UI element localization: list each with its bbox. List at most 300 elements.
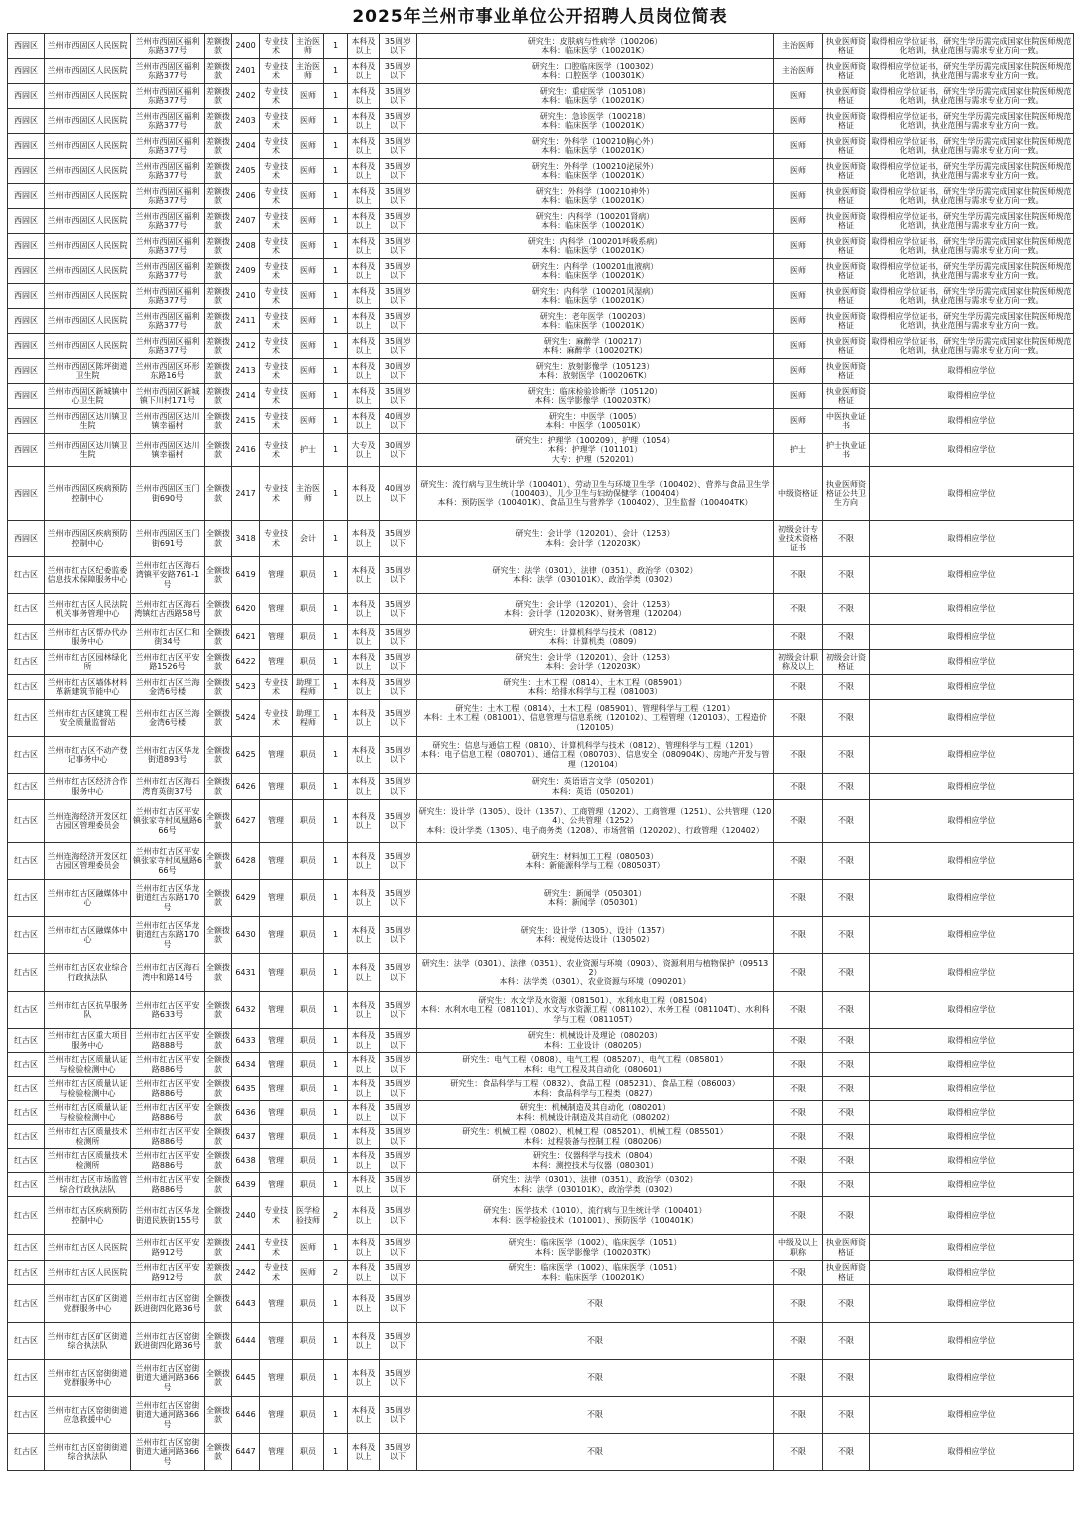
district-cell: 红古区 [8,650,45,675]
age-cell: 35周岁以下 [380,1323,417,1360]
category-cell: 专业技术 [260,159,293,184]
count-cell: 1 [324,737,348,774]
unit-cell: 兰州市西固区达川镇卫生院 [45,409,131,434]
category-cell: 管理 [260,1397,293,1434]
education-cell: 本科及以上 [348,1173,380,1197]
table-row [8,1434,1074,1471]
other-req-cell: 取得相应学位 [870,700,1074,737]
table-row [8,467,1074,521]
count-cell: 1 [324,1149,348,1173]
education-cell: 本科及以上 [348,34,380,59]
post-name-cell: 医师 [293,409,324,434]
category-cell: 专业技术 [260,109,293,134]
age-cell: 35周岁以下 [380,34,417,59]
address-cell: 兰州市红古区窑街跃进街四化路36号 [131,1323,205,1360]
unit-cell: 兰州市西固区人民医院 [45,334,131,359]
age-cell: 35周岁以下 [380,675,417,700]
education-cell: 本科及以上 [348,521,380,557]
qualification-cell: 不限 [823,1173,870,1197]
post-code-cell: 6437 [232,1125,260,1149]
category-cell: 管理 [260,800,293,843]
table-row [8,1029,1074,1053]
qualification-cell: 执业医师资格证 [823,259,870,284]
education-cell: 本科及以上 [348,1125,380,1149]
district-cell: 西固区 [8,184,45,209]
education-cell: 本科及以上 [348,284,380,309]
title-req-cell: 医师 [774,159,823,184]
other-req-cell: 取得相应学位 [870,1173,1074,1197]
post-code-cell: 2415 [232,409,260,434]
address-cell: 兰州市红古区海石湾镇平安路761-1号 [131,557,205,594]
post-code-cell: 6431 [232,954,260,992]
major-cell: 研究生：流行病与卫生统计学（100401）、劳动卫生与环境卫生学（100402）、营养与食品卫生学（100403）、儿少卫生与妇幼保健学（100404） 本科：预防医学（100401K）、食品卫生与营养学（100402）、卫生监督（100404TK） [417,467,774,521]
post-name-cell: 助理工程师 [293,675,324,700]
age-cell: 35周岁以下 [380,1077,417,1101]
address-cell: 兰州市红古区海石湾育英街37号 [131,774,205,800]
district-cell: 西固区 [8,134,45,159]
age-cell: 35周岁以下 [380,1360,417,1397]
count-cell: 1 [324,1434,348,1471]
other-req-cell: 取得相应学位 [870,557,1074,594]
count-cell: 1 [324,1360,348,1397]
qualification-cell: 不限 [823,1077,870,1101]
table-row [8,59,1074,84]
table-row [8,557,1074,594]
qualification-cell: 中医执业证书 [823,409,870,434]
table-row [8,259,1074,284]
address-cell: 兰州市红古区平安路888号 [131,1029,205,1053]
page-title: 2025年兰州市事业单位公开招聘人员岗位简表 [352,7,728,27]
address-cell: 兰州市红古区平安路886号 [131,1101,205,1125]
title-req-cell: 不限 [774,1360,823,1397]
other-req-cell: 取得相应学位证书，研究生学历需完成国家住院医师规范化培训，执业范围与需求专业方向一致。 [870,134,1074,159]
post-name-cell: 职员 [293,1149,324,1173]
category-cell: 管理 [260,917,293,954]
district-cell: 西固区 [8,159,45,184]
title-req-cell: 不限 [774,1029,823,1053]
funding-cell: 全额拨款 [205,1029,232,1053]
post-code-cell: 2400 [232,34,260,59]
post-name-cell: 职员 [293,1053,324,1077]
district-cell: 红古区 [8,700,45,737]
table-row [8,309,1074,334]
post-code-cell: 6447 [232,1434,260,1471]
post-code-cell: 2412 [232,334,260,359]
address-cell: 兰州市西固区福利东路377号 [131,334,205,359]
table-row [8,992,1074,1029]
count-cell: 1 [324,800,348,843]
category-cell: 管理 [260,1434,293,1471]
count-cell: 1 [324,59,348,84]
title-req-cell: 不限 [774,1197,823,1235]
post-name-cell: 医师 [293,1261,324,1285]
other-req-cell: 取得相应学位 [870,1149,1074,1173]
education-cell: 大专及以上 [348,434,380,467]
count-cell: 1 [324,594,348,625]
major-cell: 研究生：皮肤病与性病学（100206） 本科：临床医学（100201K） [417,34,774,59]
count-cell: 1 [324,917,348,954]
funding-cell: 差额拨款 [205,34,232,59]
count-cell: 1 [324,467,348,521]
address-cell: 兰州市西固区福利东路377号 [131,34,205,59]
qualification-cell: 不限 [823,675,870,700]
post-name-cell: 职员 [293,774,324,800]
address-cell: 兰州市红古区平安路886号 [131,1077,205,1101]
post-code-cell: 5423 [232,675,260,700]
funding-cell: 全额拨款 [205,409,232,434]
unit-cell: 兰州市红古区质量认证与检验检测中心 [45,1077,131,1101]
post-name-cell: 主治医师 [293,59,324,84]
major-cell: 研究生：医学技术（1010）、流行病与卫生统计学（100401） 本科：医学检验技术（101001）、预防医学（100401K） [417,1197,774,1235]
title-req-cell: 不限 [774,1323,823,1360]
category-cell: 管理 [260,1360,293,1397]
count-cell: 1 [324,954,348,992]
age-cell: 35周岁以下 [380,1235,417,1261]
funding-cell: 全额拨款 [205,800,232,843]
post-name-cell: 职员 [293,880,324,917]
qualification-cell: 不限 [823,700,870,737]
post-name-cell: 职员 [293,1285,324,1323]
age-cell: 35周岁以下 [380,557,417,594]
other-req-cell: 取得相应学位证书，研究生学历需完成国家住院医师规范化培训，执业范围与需求专业方向一致。 [870,234,1074,259]
district-cell: 红古区 [8,1101,45,1125]
qualification-cell: 执业医师资格证 [823,134,870,159]
qualification-cell: 不限 [823,880,870,917]
age-cell: 35周岁以下 [380,309,417,334]
post-code-cell: 6419 [232,557,260,594]
qualification-cell: 不限 [823,992,870,1029]
table-row [8,1077,1074,1101]
funding-cell: 差额拨款 [205,109,232,134]
post-code-cell: 6427 [232,800,260,843]
education-cell: 本科及以上 [348,259,380,284]
funding-cell: 差额拨款 [205,59,232,84]
age-cell: 35周岁以下 [380,1397,417,1434]
table-row [8,34,1074,59]
education-cell: 本科及以上 [348,675,380,700]
age-cell: 35周岁以下 [380,625,417,650]
education-cell: 本科及以上 [348,800,380,843]
unit-cell: 兰州市红古区质量认证与检验检测中心 [45,1101,131,1125]
age-cell: 35周岁以下 [380,209,417,234]
category-cell: 管理 [260,1029,293,1053]
age-cell: 35周岁以下 [380,109,417,134]
post-code-cell: 2441 [232,1235,260,1261]
unit-cell: 兰州连海经济开发区红古园区管理委员会 [45,800,131,843]
address-cell: 兰州市西固区福利东路377号 [131,59,205,84]
title-req-cell: 中级资格证 [774,467,823,521]
major-cell: 研究生：材料加工工程（080503） 本科：新能源科学与工程（080503T） [417,843,774,880]
major-cell: 研究生：会计学（120201）、会计（1253） 本科：会计学（120203K）、财务管理（120204） [417,594,774,625]
post-code-cell: 2404 [232,134,260,159]
post-code-cell: 3418 [232,521,260,557]
address-cell: 兰州市西固区福利东路377号 [131,259,205,284]
district-cell: 红古区 [8,1077,45,1101]
count-cell: 1 [324,284,348,309]
category-cell: 专业技术 [260,84,293,109]
category-cell: 专业技术 [260,1235,293,1261]
funding-cell: 全额拨款 [205,1197,232,1235]
post-name-cell: 职员 [293,1029,324,1053]
title-req-cell: 不限 [774,1173,823,1197]
table-row [8,521,1074,557]
table-row [8,1125,1074,1149]
post-code-cell: 6445 [232,1360,260,1397]
qualification-cell: 执业医师资格证 [823,234,870,259]
category-cell: 管理 [260,1173,293,1197]
category-cell: 专业技术 [260,334,293,359]
major-cell: 研究生：外科学（100210神外） 本科：临床医学（100201K） [417,184,774,209]
title-req-cell: 医师 [774,309,823,334]
funding-cell: 差额拨款 [205,384,232,409]
major-cell: 不限 [417,1434,774,1471]
title-req-cell: 不限 [774,843,823,880]
count-cell: 1 [324,109,348,134]
title-req-cell: 不限 [774,774,823,800]
funding-cell: 全额拨款 [205,954,232,992]
qualification-cell: 不限 [823,594,870,625]
title-req-cell: 不限 [774,954,823,992]
table-row [8,594,1074,625]
education-cell: 本科及以上 [348,1434,380,1471]
funding-cell: 全额拨款 [205,1053,232,1077]
post-code-cell: 6446 [232,1397,260,1434]
major-cell: 研究生：机械制造及其自动化（080201） 本科：机械设计制造及其自动化（080202） [417,1101,774,1125]
post-name-cell: 医师 [293,1235,324,1261]
title-req-cell: 不限 [774,917,823,954]
title-req-cell: 不限 [774,1434,823,1471]
major-cell: 研究生：外科学（100210胸心外） 本科：临床医学（100201K） [417,134,774,159]
address-cell: 兰州市红古区窑街街道大通河路366号 [131,1360,205,1397]
education-cell: 本科及以上 [348,1197,380,1235]
address-cell: 兰州市西固区福利东路377号 [131,109,205,134]
funding-cell: 差额拨款 [205,1235,232,1261]
address-cell: 兰州市红古区窑街跃进街四化路36号 [131,1285,205,1323]
major-cell: 研究生：口腔临床医学（100302） 本科：口腔医学（100301K） [417,59,774,84]
age-cell: 35周岁以下 [380,134,417,159]
category-cell: 专业技术 [260,284,293,309]
district-cell: 红古区 [8,737,45,774]
education-cell: 本科及以上 [348,1285,380,1323]
category-cell: 管理 [260,1149,293,1173]
district-cell: 西固区 [8,234,45,259]
category-cell: 专业技术 [260,1197,293,1235]
count-cell: 1 [324,409,348,434]
district-cell: 西固区 [8,109,45,134]
qualification-cell: 不限 [823,774,870,800]
qualification-cell: 执业医师资格证 [823,159,870,184]
district-cell: 红古区 [8,1149,45,1173]
funding-cell: 全额拨款 [205,1285,232,1323]
other-req-cell: 取得相应学位 [870,1360,1074,1397]
education-cell: 本科及以上 [348,557,380,594]
funding-cell: 全额拨款 [205,1077,232,1101]
title-req-cell: 不限 [774,700,823,737]
post-name-cell: 助理工程师 [293,700,324,737]
post-code-cell: 2403 [232,109,260,134]
funding-cell: 全额拨款 [205,917,232,954]
address-cell: 兰州市西固区福利东路377号 [131,84,205,109]
other-req-cell: 取得相应学位 [870,359,1074,384]
other-req-cell: 取得相应学位 [870,1261,1074,1285]
post-name-cell: 职员 [293,1397,324,1434]
district-cell: 西固区 [8,521,45,557]
table-row [8,1101,1074,1125]
district-cell: 红古区 [8,594,45,625]
title-req-cell: 医师 [774,259,823,284]
post-code-cell: 2406 [232,184,260,209]
age-cell: 35周岁以下 [380,1285,417,1323]
district-cell: 红古区 [8,1197,45,1235]
post-code-cell: 5424 [232,700,260,737]
other-req-cell: 取得相应学位证书，研究生学历需完成国家住院医师规范化培训，执业范围与需求专业方向一致。 [870,34,1074,59]
district-cell: 红古区 [8,1053,45,1077]
age-cell: 35周岁以下 [380,259,417,284]
funding-cell: 差额拨款 [205,159,232,184]
funding-cell: 全额拨款 [205,1125,232,1149]
district-cell: 红古区 [8,1323,45,1360]
post-name-cell: 职员 [293,1077,324,1101]
major-cell: 研究生：设计学（1305）、设计（1357） 本科：视觉传达设计（130502） [417,917,774,954]
district-cell: 红古区 [8,954,45,992]
major-cell: 不限 [417,1285,774,1323]
major-cell: 研究生：食品科学与工程（0832）、食品工程（085231）、食品工程（086003） 本科：食品科学与工程类（0827） [417,1077,774,1101]
count-cell: 1 [324,521,348,557]
address-cell: 兰州市西固区达川镇幸福村 [131,409,205,434]
title-req-cell: 医师 [774,184,823,209]
category-cell: 管理 [260,1285,293,1323]
district-cell: 西固区 [8,209,45,234]
other-req-cell: 取得相应学位 [870,650,1074,675]
education-cell: 本科及以上 [348,594,380,625]
qualification-cell: 不限 [823,1197,870,1235]
unit-cell: 兰州市红古区质量认证与检验检测中心 [45,1053,131,1077]
funding-cell: 全额拨款 [205,1149,232,1173]
title-req-cell: 主治医师 [774,34,823,59]
count-cell: 1 [324,700,348,737]
other-req-cell: 取得相应学位 [870,954,1074,992]
category-cell: 专业技术 [260,209,293,234]
other-req-cell: 取得相应学位 [870,737,1074,774]
unit-cell: 兰州市红古区墙体材料革新建筑节能中心 [45,675,131,700]
address-cell: 兰州市西固区福利东路377号 [131,209,205,234]
education-cell: 本科及以上 [348,954,380,992]
district-cell: 红古区 [8,557,45,594]
unit-cell: 兰州市西固区疾病预防控制中心 [45,467,131,521]
category-cell: 专业技术 [260,700,293,737]
post-code-cell: 6443 [232,1285,260,1323]
count-cell: 1 [324,1125,348,1149]
unit-cell: 兰州市西固区人民医院 [45,34,131,59]
education-cell: 本科及以上 [348,843,380,880]
table-row [8,650,1074,675]
qualification-cell: 不限 [823,521,870,557]
title-req-cell: 医师 [774,334,823,359]
qualification-cell: 执业医师资格证公共卫生方向 [823,467,870,521]
other-req-cell: 取得相应学位证书，研究生学历需完成国家住院医师规范化培训，执业范围与需求专业方向一致。 [870,159,1074,184]
category-cell: 管理 [260,557,293,594]
title-req-cell: 不限 [774,992,823,1029]
major-cell: 研究生：放射影像学（105123） 本科：放射医学（100206TK） [417,359,774,384]
post-code-cell: 2405 [232,159,260,184]
district-cell: 红古区 [8,1434,45,1471]
district-cell: 红古区 [8,843,45,880]
address-cell: 兰州市红古区平安路886号 [131,1125,205,1149]
funding-cell: 差额拨款 [205,1261,232,1285]
address-cell: 兰州市西固区福利东路377号 [131,309,205,334]
address-cell: 兰州市红古区平安路912号 [131,1235,205,1261]
table-row [8,917,1074,954]
qualification-cell: 执业医师资格证 [823,384,870,409]
funding-cell: 差额拨款 [205,259,232,284]
category-cell: 专业技术 [260,309,293,334]
major-cell: 研究生：中医学（1005） 本科：中医学（100501K） [417,409,774,434]
qualification-cell: 执业医师资格证 [823,284,870,309]
qualification-cell: 执业医师资格证 [823,34,870,59]
unit-cell: 兰州市西固区疾病预防控制中心 [45,521,131,557]
address-cell: 兰州市红古区华龙街道893号 [131,737,205,774]
count-cell: 1 [324,34,348,59]
category-cell: 专业技术 [260,675,293,700]
category-cell: 管理 [260,843,293,880]
count-cell: 2 [324,1261,348,1285]
title-req-cell: 初级会计专业技术资格证书 [774,521,823,557]
major-cell: 研究生：法学（0301）、法律（0351）、农业资源与环境（0903）、资源利用与植物保护（095132） 本科：法学类（0301）、农业资源与环境（090201） [417,954,774,992]
post-name-cell: 护士 [293,434,324,467]
count-cell: 1 [324,843,348,880]
count-cell: 1 [324,774,348,800]
age-cell: 35周岁以下 [380,159,417,184]
education-cell: 本科及以上 [348,992,380,1029]
title-req-cell: 主治医师 [774,59,823,84]
post-name-cell: 职员 [293,843,324,880]
post-code-cell: 6435 [232,1077,260,1101]
major-cell: 研究生：信息与通信工程（0810）、计算机科学与技术（0812）、管理科学与工程（1201） 本科：电子信息工程（080701）、通信工程（080703）、信息安全（080904K）、房地产开发与管理（120104） [417,737,774,774]
district-cell: 红古区 [8,1285,45,1323]
other-req-cell: 取得相应学位 [870,1077,1074,1101]
unit-cell: 兰州市红古区市场监管综合行政执法队 [45,1173,131,1197]
funding-cell: 全额拨款 [205,594,232,625]
major-cell: 研究生：机械设计及理论（080203） 本科：工业设计（080205） [417,1029,774,1053]
age-cell: 35周岁以下 [380,917,417,954]
address-cell: 兰州市红古区平安路886号 [131,1053,205,1077]
post-name-cell: 医师 [293,384,324,409]
post-name-cell: 医师 [293,309,324,334]
funding-cell: 全额拨款 [205,557,232,594]
post-name-cell: 职员 [293,650,324,675]
count-cell: 1 [324,184,348,209]
major-cell: 研究生：临床医学（1002）、临床医学（1051） 本科：医学影像学（100203TK） [417,1235,774,1261]
major-cell: 研究生：内科学（100201风湿病） 本科：临床医学（100201K） [417,284,774,309]
qualification-cell: 不限 [823,917,870,954]
category-cell: 管理 [260,1101,293,1125]
education-cell: 本科及以上 [348,1235,380,1261]
age-cell: 35周岁以下 [380,843,417,880]
other-req-cell: 取得相应学位 [870,1125,1074,1149]
funding-cell: 差额拨款 [205,359,232,384]
district-cell: 红古区 [8,1261,45,1285]
major-cell: 研究生：护理学（100209）、护理（1054） 本科：护理学（101101） 大专：护理（520201） [417,434,774,467]
funding-cell: 全额拨款 [205,1360,232,1397]
table-row [8,359,1074,384]
major-cell: 不限 [417,1360,774,1397]
post-name-cell: 医师 [293,109,324,134]
education-cell: 本科及以上 [348,467,380,521]
district-cell: 西固区 [8,409,45,434]
funding-cell: 全额拨款 [205,843,232,880]
other-req-cell: 取得相应学位 [870,843,1074,880]
education-cell: 本科及以上 [348,774,380,800]
